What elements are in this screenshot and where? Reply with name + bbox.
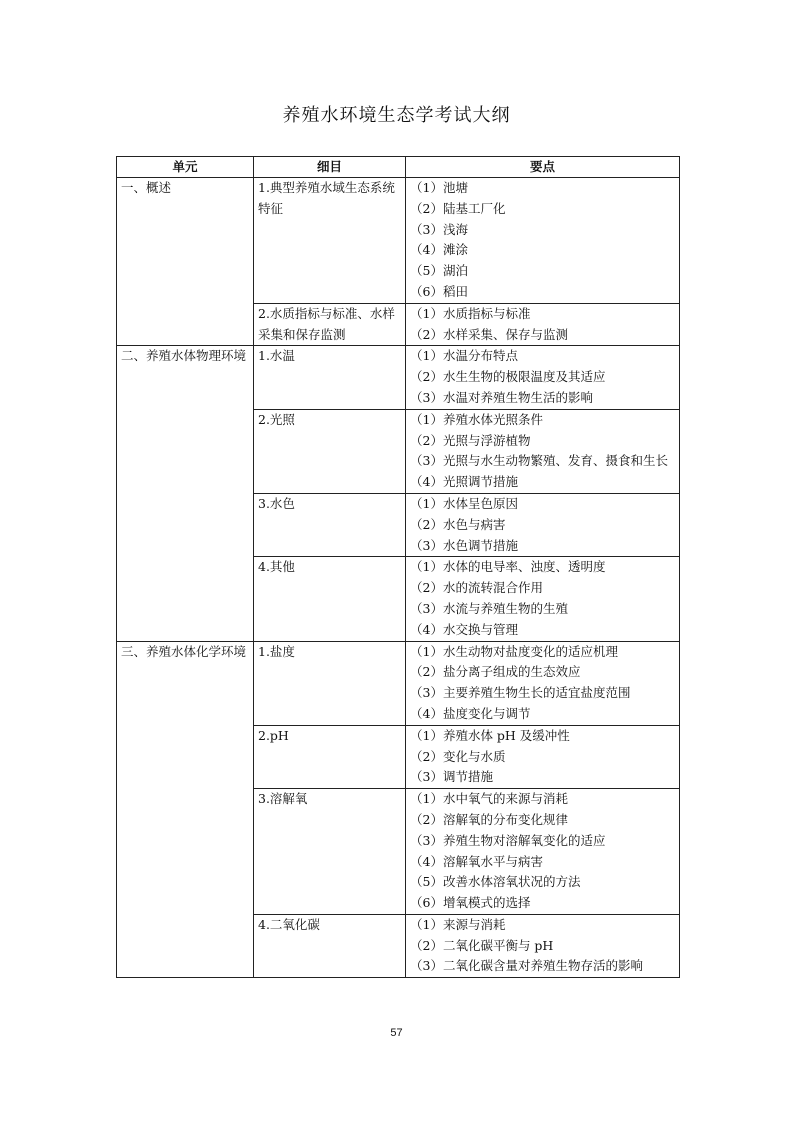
points-cell — [406, 789, 680, 915]
unit-cell: 二、养殖水体物理环境 — [117, 346, 254, 641]
point-item: （4）盐度变化与调节 — [410, 705, 531, 721]
table-row — [117, 346, 680, 409]
point-item: （2）水样采集、保存与监测 — [410, 326, 568, 342]
point-item: （1）水质指标与标准 — [410, 305, 531, 321]
point-item: （4）滩涂 — [410, 242, 468, 258]
point-item: （3）调节措施 — [410, 769, 493, 785]
table-row — [117, 178, 680, 304]
item-cell: 1.水温 — [254, 346, 406, 409]
table-body — [117, 178, 680, 978]
point-item: （3）光照与水生动物繁殖、发育、摄食和生长 — [410, 453, 668, 469]
point-item: （1）水生动物对盐度变化的适应机理 — [410, 643, 618, 659]
point-item: （2）光照与浮游植物 — [410, 432, 531, 448]
point-item: （1）水温分布特点 — [410, 348, 518, 364]
item-cell: 1.盐度 — [254, 641, 406, 725]
table-header-row — [117, 157, 680, 178]
point-item: （2）水生生物的极限温度及其适应 — [410, 369, 606, 385]
item-cell: 3.水色 — [254, 493, 406, 556]
point-item: （3）水温对养殖生物生活的影响 — [410, 389, 593, 405]
item-cell: 3.溶解氧 — [254, 789, 406, 915]
header-item: 细目 — [254, 157, 406, 178]
page-title: 养殖水环境生态学考试大纲 — [282, 105, 511, 126]
point-item: （3）水色调节措施 — [410, 537, 518, 553]
points-cell — [406, 303, 680, 346]
unit-cell: 三、养殖水体化学环境 — [117, 641, 254, 978]
item-cell: 1.典型养殖水域生态系统特征 — [254, 178, 406, 304]
point-item: （2）溶解氧的分布变化规律 — [410, 811, 568, 827]
point-item: （2）盐分离子组成的生态效应 — [410, 664, 581, 680]
header-unit: 单元 — [117, 157, 254, 178]
point-item: （1）水中氧气的来源与消耗 — [410, 791, 568, 807]
item-cell: 2.pH — [254, 725, 406, 788]
table-row — [117, 641, 680, 725]
point-item: （2）变化与水质 — [410, 748, 506, 764]
points-cell — [406, 914, 680, 977]
point-item: （3）水流与养殖生物的生殖 — [410, 600, 568, 616]
point-item: （1）水体呈色原因 — [410, 495, 518, 511]
point-item: （3）主要养殖生物生长的适宜盐度范围 — [410, 685, 631, 701]
points-cell — [406, 178, 680, 304]
points-cell — [406, 641, 680, 725]
header-points: 要点 — [406, 157, 680, 178]
point-item: （1）来源与消耗 — [410, 916, 506, 932]
point-item: （1）池塘 — [410, 180, 468, 195]
item-cell: 4.其他 — [254, 557, 406, 641]
point-item: （4）溶解氧水平与病害 — [410, 853, 543, 869]
unit-cell: 一、概述 — [117, 178, 254, 346]
point-item: （3）浅海 — [410, 221, 468, 237]
point-item: （1）养殖水体 pH 及缓冲性 — [410, 727, 570, 743]
item-cell: 2.光照 — [254, 409, 406, 493]
points-cell — [406, 725, 680, 788]
point-item: （4）水交换与管理 — [410, 621, 518, 637]
point-item: （1）水体的电导率、浊度、透明度 — [410, 559, 606, 575]
point-item: （2）水色与病害 — [410, 516, 506, 532]
point-item: （3）二氧化碳含量对养殖生物存活的影响 — [410, 958, 643, 974]
point-item: （5）湖泊 — [410, 263, 468, 279]
points-cell — [406, 409, 680, 493]
points-cell — [406, 557, 680, 641]
point-item: （6）稻田 — [410, 283, 468, 299]
item-cell: 4.二氧化碳 — [254, 914, 406, 977]
point-item: （2）陆基工厂化 — [410, 200, 506, 216]
points-cell — [406, 493, 680, 556]
point-item: （2）水的流转混合作用 — [410, 580, 543, 596]
point-item: （5）改善水体溶氧状况的方法 — [410, 874, 581, 890]
point-item: （1）养殖水体光照条件 — [410, 411, 543, 427]
item-cell: 2.水质指标与标准、水样采集和保存监测 — [254, 303, 406, 346]
page-number: 57 — [390, 1027, 403, 1039]
point-item: （3）养殖生物对溶解氧变化的适应 — [410, 832, 606, 848]
point-item: （4）光照调节措施 — [410, 474, 518, 490]
point-item: （2）二氧化碳平衡与 pH — [410, 937, 554, 953]
syllabus-table — [116, 156, 680, 978]
points-cell — [406, 346, 680, 409]
point-item: （6）增氧模式的选择 — [410, 895, 531, 911]
